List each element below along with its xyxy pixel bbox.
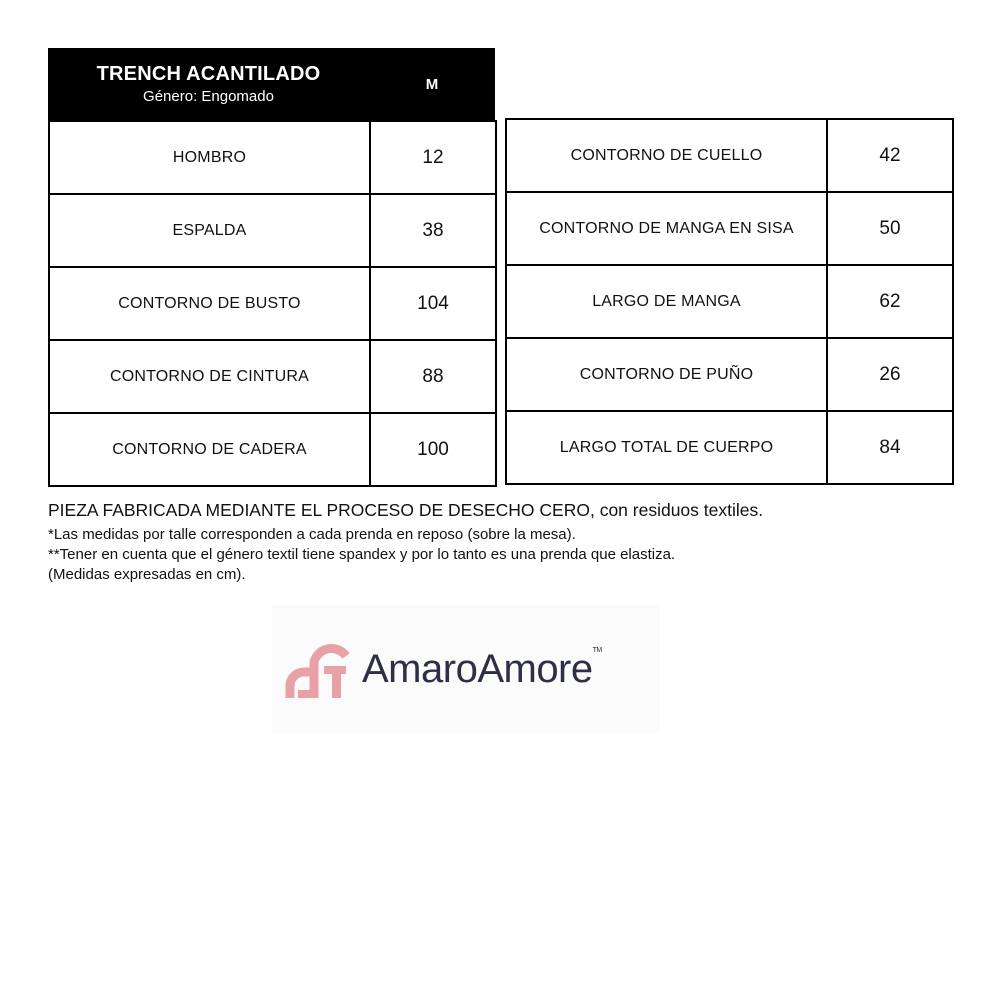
measurement-label: LARGO TOTAL DE CUERPO <box>506 411 827 484</box>
table-row <box>49 194 496 267</box>
measurement-value: 84 <box>827 411 953 484</box>
fabric-subtitle: Género: Engomado <box>143 88 274 105</box>
measurement-value: 42 <box>827 119 953 192</box>
measurement-value: 12 <box>370 121 496 194</box>
header-title-block <box>48 48 369 120</box>
measurement-label: CONTORNO DE PUÑO <box>506 338 827 411</box>
measurement-value: 100 <box>370 413 496 486</box>
table-header <box>48 48 495 120</box>
notes-section <box>48 500 948 585</box>
product-title: TRENCH ACANTILADO <box>96 63 321 85</box>
measurement-label: CONTORNO DE CUELLO <box>506 119 827 192</box>
brand-name-text: AmaroAmore <box>362 646 593 691</box>
measurement-label: LARGO DE MANGA <box>506 265 827 338</box>
measurement-value: 88 <box>370 340 496 413</box>
table-row <box>49 121 496 194</box>
measurement-label: HOMBRO <box>49 121 370 194</box>
measurement-label: CONTORNO DE CADERA <box>49 413 370 486</box>
measurement-label: CONTORNO DE MANGA EN SISA <box>506 192 827 265</box>
measurement-label: CONTORNO DE CINTURA <box>49 340 370 413</box>
measurement-value: 26 <box>827 338 953 411</box>
size-label: M <box>425 75 439 93</box>
spandex-note: **Tener en cuenta que el género textil tiene spandex y por lo tanto es una prenda que elastiza. <box>48 546 676 563</box>
measurement-value: 38 <box>370 194 496 267</box>
table-row <box>49 340 496 413</box>
table-row <box>506 192 953 265</box>
right-measurements-table <box>505 118 954 485</box>
measurement-label: CONTORNO DE BUSTO <box>49 267 370 340</box>
table-row <box>506 338 953 411</box>
table-row <box>49 413 496 486</box>
table-row <box>506 119 953 192</box>
measurement-label: ESPALDA <box>49 194 370 267</box>
table-row <box>506 265 953 338</box>
zero-waste-note: PIEZA FABRICADA MEDIANTE EL PROCESO DE DESECHO CERO, con residuos textiles. <box>48 500 764 520</box>
table-row <box>49 267 496 340</box>
brand-name <box>362 647 602 692</box>
measurement-note: *Las medidas por talle corresponden a cada prenda en reposo (sobre la mesa). <box>48 526 576 543</box>
table-row <box>506 411 953 484</box>
units-note: (Medidas expresadas en cm). <box>48 566 246 583</box>
measurement-value: 104 <box>370 267 496 340</box>
measurement-value: 50 <box>827 192 953 265</box>
measurement-value: 62 <box>827 265 953 338</box>
brand-logo <box>272 605 660 733</box>
left-measurements-table <box>48 120 497 487</box>
trademark-mark: TM <box>592 646 602 654</box>
brand-mark-icon <box>284 636 350 702</box>
